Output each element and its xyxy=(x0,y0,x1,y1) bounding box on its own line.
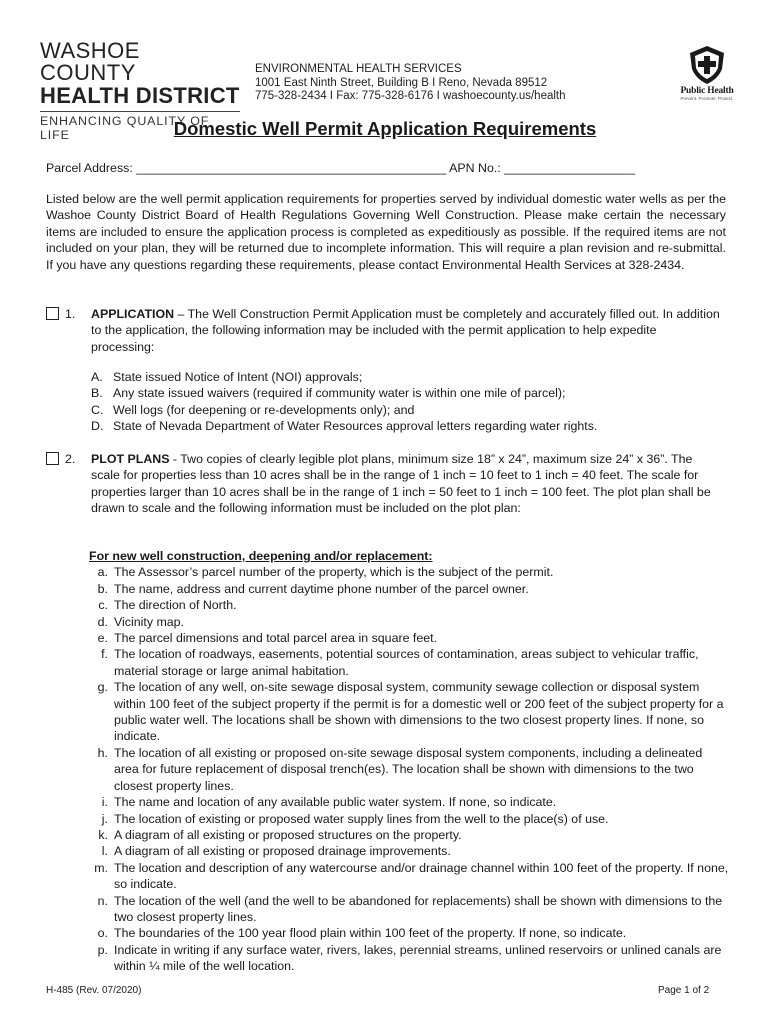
application-items-list xyxy=(91,369,731,435)
list-item: e. The parcel dimensions and total parcel area in square feet. xyxy=(97,631,438,646)
list-item: B. Any state issued waivers (required if community water is within one mile of parcel); xyxy=(91,386,566,401)
list-item: D. State of Nevada Department of Water Resources approval letters regarding water rights. xyxy=(91,419,598,434)
requirement-text xyxy=(91,306,721,355)
list-item: l. A diagram of all existing or proposed drainage improvements. xyxy=(101,844,451,859)
logo-divider xyxy=(40,111,240,112)
requirement-text xyxy=(91,451,721,517)
list-item: d. Vicinity map. xyxy=(97,614,185,629)
list-item: f. The location of roadways, easements, potential sources of contamination, areas subject to vehicular traffic, material storage or large animal habitation. xyxy=(101,647,699,678)
list-item: n. The location of the well (and the well to be abandoned for replacements) shall be shown with dimensions to the two closest property lines. xyxy=(97,893,723,924)
agency-name: ENVIRONMENTAL HEALTH SERVICES xyxy=(255,63,462,75)
list-item: i. The name and location of any available public water system. If none, so indicate. xyxy=(101,795,557,810)
requirement-description: - Two copies of clearly legible plot plans, minimum size 18” x 24”, maximum size 24” x 36”. The scale for properties less than 10 acres shall be in the range of 1 inch = 10 feet to 1 inch = 40 feet. The scale for properties larger than 10 acres shall be in the range of 1 inch = 50 feet to 1 inch = 100 feet. The plot plan shall be drawn to scale and the following information must be included on the plot plan: xyxy=(91,452,711,516)
requirement-plot-plans xyxy=(46,451,726,517)
agency-address: 1001 East Ninth Street, Building B I Reno, Nevada 89512 xyxy=(255,76,548,89)
public-health-tagline: Prevent. Promote. Protect. xyxy=(680,96,734,101)
intro-paragraph: Listed below are the well permit application requirements for properties served by individual domestic water wells as per the Washoe County District Board of Health Regulations Governing Well Construction. Please make certain the necessary items are included to ensure the application process is completed as expeditiously as possible. If the required items are not included on your plan, they will be returned due to incomplete information. This will require a plan revision and re-submittal. If you have any questions regarding these requirements, please contact Environmental Health Services at 328-2434. xyxy=(46,192,726,272)
requirement-label: APPLICATION xyxy=(91,307,175,321)
application-checkbox[interactable] xyxy=(46,307,59,320)
logo-line-1: WASHOE COUNTY xyxy=(40,38,140,85)
list-item: b. The name, address and current daytime phone number of the parcel owner. xyxy=(97,581,529,596)
list-item: g. The location of any well, on-site sewage disposal system, community sewage collection or disposal system within 100 feet of the subject property if the permit is for a domestic well or 200 feet of the subject property for a public water well. The locations shall be shown with dimensions to the two closest property lines. If none, so indicate. xyxy=(97,680,724,744)
requirement-number: 1. xyxy=(65,307,76,321)
public-health-shield-icon xyxy=(688,45,726,85)
public-health-name: Public Health xyxy=(680,86,734,96)
form-id: H-485 (Rev. 07/2020) xyxy=(46,985,142,996)
list-item: a. The Assessor’s parcel number of the property, which is the subject of the permit. xyxy=(97,565,554,580)
page-number: Page 1 of 2 xyxy=(658,985,710,996)
requirement-description: – The Well Construction Permit Application must be completely and accurately filled out. In addition to the application, the following information may be included with the permit application to help expedite processing: xyxy=(91,307,720,354)
logo-line-2: HEALTH DISTRICT xyxy=(40,83,240,108)
page-title: Domestic Well Permit Application Requirements xyxy=(173,118,597,139)
requirement-application xyxy=(46,306,726,355)
list-item: j. The location of existing or proposed water supply lines from the well to the place(s) of use. xyxy=(101,811,609,826)
list-item: A. State issued Notice of Intent (NOI) approvals; xyxy=(91,370,363,384)
requirement-label: PLOT PLANS xyxy=(91,452,170,466)
logo-tagline: ENHANCING QUALITY OF LIFE xyxy=(40,114,210,142)
public-health-logo xyxy=(672,45,742,101)
list-item: c. The direction of North. xyxy=(98,598,237,613)
list-item: h. The location of all existing or proposed on-site sewage disposal system components, including a delineated area for future replacement of disposal trench(es). The location shall be shown with dimensions to the two closest property lines. xyxy=(97,745,703,793)
plot-plans-checkbox[interactable] xyxy=(46,452,59,465)
list-item: p. Indicate in writing if any surface water, rivers, lakes, perennial streams, unlined reservoirs or unlined canals are within ¼ mile of the well location. xyxy=(97,942,722,974)
list-item: m. The location and description of any watercourse and/or drainage channel within 100 feet of the property. If none, so indicate. xyxy=(94,860,729,892)
list-item: C. Well logs (for deepening or re-developments only); and xyxy=(91,402,415,417)
requirement-number: 2. xyxy=(65,452,76,466)
agency-contact: 775-328-2434 I Fax: 775-328-6176 I washoecounty.us/health xyxy=(255,90,566,102)
agency-block xyxy=(255,63,566,104)
subheading: For new well construction, deepening and/or replacement: xyxy=(89,549,433,563)
list-item: k. A diagram of all existing or proposed structures on the property. xyxy=(98,827,462,842)
plot-plan-items-list xyxy=(69,548,729,975)
list-item: o. The boundaries of the 100 year flood plain within 100 feet of the property. If none, so indicate. xyxy=(97,926,627,941)
parcel-apn-line: Parcel Address: _____________________________________________ APN No.: ___________________ xyxy=(46,161,636,175)
